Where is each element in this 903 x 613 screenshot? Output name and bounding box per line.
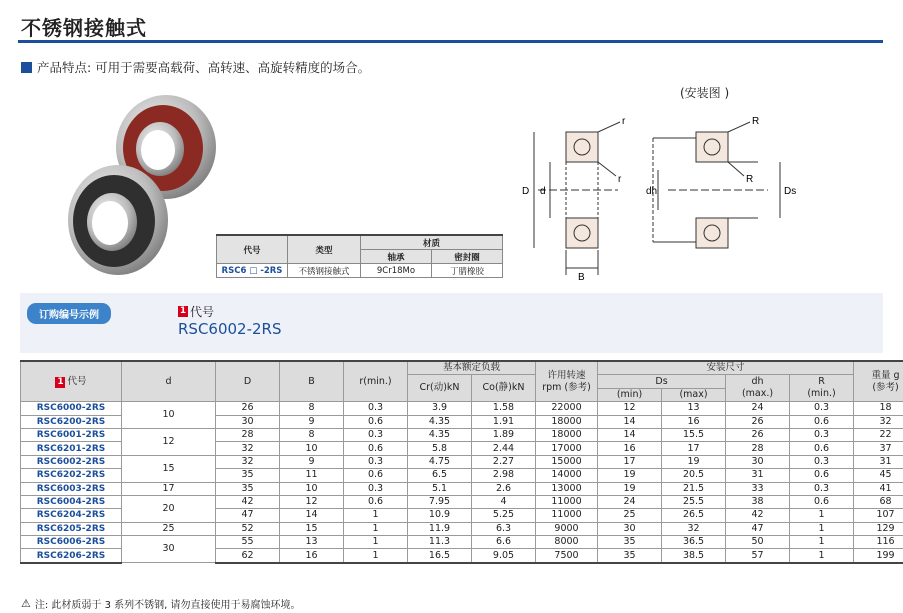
cell-dsmin: 19: [598, 482, 662, 495]
cell-R: 0.3: [790, 455, 854, 468]
cell-D: 62: [216, 549, 280, 563]
installation-diagram: [518, 110, 808, 285]
order-label-text: 代号: [190, 305, 215, 319]
cell-D: 26: [216, 402, 280, 415]
bore-d: 15: [122, 455, 216, 482]
cell-cr: 4.35: [408, 415, 472, 428]
cell-rpm: 17000: [536, 442, 598, 455]
label-R-mid: R: [746, 174, 754, 185]
note-line: [21, 596, 301, 611]
cell-rpm: 11000: [536, 509, 598, 522]
spec-header-R: R (min.): [790, 375, 854, 402]
spec-header-install: 安装尺寸: [598, 361, 854, 375]
cell-co: 1.58: [472, 402, 536, 415]
cell-wt: 18: [854, 402, 903, 415]
cell-cr: 11.3: [408, 536, 472, 549]
part-code: RSC6001-2RS: [21, 428, 122, 441]
cell-cr: 5.8: [408, 442, 472, 455]
cell-dsmax: 15.5: [662, 428, 726, 441]
mat-bearing: 9Cr18Mo: [361, 264, 432, 278]
cell-cr: 6.5: [408, 469, 472, 482]
cell-dsmin: 12: [598, 402, 662, 415]
spec-header-r: r(min.): [344, 361, 408, 402]
table-row: [21, 455, 903, 468]
spec-header-code: 1 代号: [21, 361, 122, 402]
cell-co: 9.05: [472, 549, 536, 563]
cell-dsmax: 36.5: [662, 536, 726, 549]
cell-dsmin: 14: [598, 415, 662, 428]
mat-header-type: 类型: [288, 235, 361, 264]
cell-wt: 45: [854, 469, 903, 482]
cell-rpm: 18000: [536, 428, 598, 441]
label-dh: dh: [646, 186, 658, 197]
cell-dsmax: 19: [662, 455, 726, 468]
features-text: 产品特点: 可用于需要高载荷、高转速、高旋转精度的场合。: [37, 60, 371, 75]
label-B: B: [578, 272, 585, 283]
features-line: [21, 58, 370, 76]
cell-rpm: 14000: [536, 469, 598, 482]
cell-cr: 11.9: [408, 522, 472, 535]
cell-wt: 32: [854, 415, 903, 428]
cell-dsmax: 21.5: [662, 482, 726, 495]
material-table: [216, 234, 503, 278]
table-row: [21, 402, 903, 415]
order-label: [178, 303, 214, 320]
spec-table: [20, 360, 903, 564]
cell-wt: 199: [854, 549, 903, 563]
cell-dsmax: 32: [662, 522, 726, 535]
cell-dsmin: 35: [598, 549, 662, 563]
spec-header-dh: dh (max.): [726, 375, 790, 402]
cell-rpm: 8000: [536, 536, 598, 549]
cell-wt: 107: [854, 509, 903, 522]
cell-dsmin: 14: [598, 428, 662, 441]
cell-rpm: 11000: [536, 495, 598, 508]
cell-rpm: 18000: [536, 415, 598, 428]
cell-dh: 33: [726, 482, 790, 495]
cell-r: 1: [344, 522, 408, 535]
spec-header-rpm: 许用转速 rpm (参考): [536, 361, 598, 402]
cell-dsmin: 24: [598, 495, 662, 508]
cell-B: 9: [280, 455, 344, 468]
cell-wt: 31: [854, 455, 903, 468]
table-row: [21, 428, 903, 441]
cell-cr: 3.9: [408, 402, 472, 415]
cell-B: 10: [280, 482, 344, 495]
cell-co: 2.98: [472, 469, 536, 482]
bore-d: 20: [122, 495, 216, 522]
spec-header-weight: 重量 g (参考): [854, 361, 903, 402]
cell-R: 0.3: [790, 402, 854, 415]
cell-co: 2.44: [472, 442, 536, 455]
cell-R: 0.6: [790, 415, 854, 428]
spec-header-ds-max: (max): [662, 388, 726, 401]
cell-R: 0.6: [790, 495, 854, 508]
order-example-value: RSC6002-2RS: [178, 320, 282, 338]
cell-D: 35: [216, 482, 280, 495]
cell-B: 16: [280, 549, 344, 563]
cell-D: 55: [216, 536, 280, 549]
cell-co: 1.89: [472, 428, 536, 441]
red-number-badge: 1: [179, 306, 187, 316]
cell-D: 28: [216, 428, 280, 441]
cell-cr: 5.1: [408, 482, 472, 495]
cell-wt: 116: [854, 536, 903, 549]
cell-dh: 42: [726, 509, 790, 522]
bore-d: 12: [122, 428, 216, 455]
mat-type: 不锈钢接触式: [288, 264, 361, 278]
cell-B: 8: [280, 402, 344, 415]
mat-header-seal: 密封圈: [432, 250, 503, 264]
cell-dsmax: 17: [662, 442, 726, 455]
cell-cr: 10.9: [408, 509, 472, 522]
cell-R: 0.6: [790, 469, 854, 482]
cell-R: 0.3: [790, 482, 854, 495]
cell-dh: 30: [726, 455, 790, 468]
part-code: RSC6202-2RS: [21, 469, 122, 482]
cell-dh: 31: [726, 469, 790, 482]
cell-cr: 4.35: [408, 428, 472, 441]
cell-D: 32: [216, 455, 280, 468]
cell-r: 0.6: [344, 442, 408, 455]
mat-header-bearing: 轴承: [361, 250, 432, 264]
label-r-mid: r: [618, 174, 622, 185]
diagram-title: (安装图 ): [680, 86, 730, 100]
part-code: RSC6003-2RS: [21, 482, 122, 495]
cell-dsmax: 16: [662, 415, 726, 428]
cell-D: 32: [216, 442, 280, 455]
cell-R: 0.3: [790, 428, 854, 441]
cell-B: 8: [280, 428, 344, 441]
cell-dsmax: 26.5: [662, 509, 726, 522]
cell-dh: 24: [726, 402, 790, 415]
mat-seal: 丁腈橡胶: [432, 264, 503, 278]
cell-rpm: 13000: [536, 482, 598, 495]
cell-r: 0.3: [344, 482, 408, 495]
spec-header-B: B: [280, 361, 344, 402]
order-tag: 订购编号示例: [27, 303, 111, 324]
cell-dh: 57: [726, 549, 790, 563]
spec-header-co: Co(静)kN: [472, 375, 536, 402]
cell-B: 11: [280, 469, 344, 482]
cell-dh: 38: [726, 495, 790, 508]
red-number-badge: 1: [57, 376, 64, 387]
spec-header-ds: Ds: [598, 375, 726, 388]
part-code: RSC6002-2RS: [21, 455, 122, 468]
spec-header-load: 基本额定负载: [408, 361, 536, 375]
cell-r: 1: [344, 536, 408, 549]
cell-r: 0.6: [344, 469, 408, 482]
cell-wt: 41: [854, 482, 903, 495]
cell-dsmax: 20.5: [662, 469, 726, 482]
cell-D: 35: [216, 469, 280, 482]
cell-wt: 68: [854, 495, 903, 508]
spec-header-cr: Cr(动)kN: [408, 375, 472, 402]
cell-r: 0.3: [344, 428, 408, 441]
table-row: [21, 522, 903, 535]
title-bar: [18, 6, 883, 43]
label-r-top: r: [622, 116, 626, 127]
spec-table-body: [21, 402, 903, 563]
cell-dh: 26: [726, 428, 790, 441]
bore-d: 10: [122, 402, 216, 429]
cell-co: 6.3: [472, 522, 536, 535]
cell-dsmax: 25.5: [662, 495, 726, 508]
mat-code: RSC6 □ -2RS: [217, 264, 288, 278]
bearing-photo: [48, 92, 238, 282]
cell-dsmin: 16: [598, 442, 662, 455]
cell-dh: 50: [726, 536, 790, 549]
cell-rpm: 22000: [536, 402, 598, 415]
cell-cr: 4.75: [408, 455, 472, 468]
cell-co: 1.91: [472, 415, 536, 428]
cell-dsmax: 13: [662, 402, 726, 415]
cell-dsmin: 19: [598, 469, 662, 482]
part-code: RSC6000-2RS: [21, 402, 122, 415]
cell-co: 4: [472, 495, 536, 508]
part-code: RSC6200-2RS: [21, 415, 122, 428]
label-d: d: [540, 186, 546, 197]
cell-R: 0.6: [790, 442, 854, 455]
page-title: 不锈钢接触式: [21, 16, 147, 40]
bore-d: 30: [122, 536, 216, 563]
warning-icon: ⚠: [21, 597, 31, 610]
cell-B: 14: [280, 509, 344, 522]
table-row: [21, 536, 903, 549]
cell-D: 47: [216, 509, 280, 522]
cell-co: 6.6: [472, 536, 536, 549]
square-bullet-icon: [21, 62, 32, 73]
cell-r: 0.3: [344, 455, 408, 468]
cell-r: 0.6: [344, 415, 408, 428]
label-Ds: Ds: [784, 186, 797, 197]
spec-header-D: D: [216, 361, 280, 402]
cell-dh: 47: [726, 522, 790, 535]
note-text: 注: 此材质弱于 3 系列不锈钢, 请勿直接使用于易腐蚀环境。: [34, 600, 301, 611]
cell-dsmin: 35: [598, 536, 662, 549]
mat-header-code: 代号: [217, 235, 288, 264]
part-code: RSC6204-2RS: [21, 509, 122, 522]
order-example-box: [20, 293, 883, 353]
cell-co: 5.25: [472, 509, 536, 522]
cell-D: 30: [216, 415, 280, 428]
bore-d: 25: [122, 522, 216, 535]
cell-B: 10: [280, 442, 344, 455]
cell-rpm: 15000: [536, 455, 598, 468]
part-code: RSC6205-2RS: [21, 522, 122, 535]
cell-cr: 16.5: [408, 549, 472, 563]
table-row: [21, 482, 903, 495]
cell-R: 1: [790, 549, 854, 563]
cell-B: 15: [280, 522, 344, 535]
cell-D: 52: [216, 522, 280, 535]
cell-dh: 28: [726, 442, 790, 455]
cell-D: 42: [216, 495, 280, 508]
cell-wt: 129: [854, 522, 903, 535]
cell-cr: 7.95: [408, 495, 472, 508]
part-code: RSC6006-2RS: [21, 536, 122, 549]
bore-d: 17: [122, 482, 216, 495]
cell-co: 2.6: [472, 482, 536, 495]
label-D: D: [522, 186, 530, 197]
cell-wt: 37: [854, 442, 903, 455]
spec-header-ds-min: (min): [598, 388, 662, 401]
cell-rpm: 9000: [536, 522, 598, 535]
cell-B: 9: [280, 415, 344, 428]
mat-header-material: 材质: [361, 235, 503, 250]
cell-dsmin: 17: [598, 455, 662, 468]
cell-r: 1: [344, 509, 408, 522]
cell-co: 2.27: [472, 455, 536, 468]
part-code: RSC6201-2RS: [21, 442, 122, 455]
cell-dsmin: 25: [598, 509, 662, 522]
cell-r: 0.3: [344, 402, 408, 415]
cell-B: 13: [280, 536, 344, 549]
cell-r: 1: [344, 549, 408, 563]
cell-R: 1: [790, 536, 854, 549]
table-row: [21, 495, 903, 508]
label-R-top: R: [752, 116, 760, 127]
cell-R: 1: [790, 522, 854, 535]
cell-dh: 26: [726, 415, 790, 428]
cell-B: 12: [280, 495, 344, 508]
cell-wt: 22: [854, 428, 903, 441]
cell-r: 0.6: [344, 495, 408, 508]
part-code: RSC6206-2RS: [21, 549, 122, 563]
cell-dsmin: 30: [598, 522, 662, 535]
cell-R: 1: [790, 509, 854, 522]
cell-rpm: 7500: [536, 549, 598, 563]
part-code: RSC6004-2RS: [21, 495, 122, 508]
spec-header-d: d: [122, 361, 216, 402]
cell-dsmax: 38.5: [662, 549, 726, 563]
